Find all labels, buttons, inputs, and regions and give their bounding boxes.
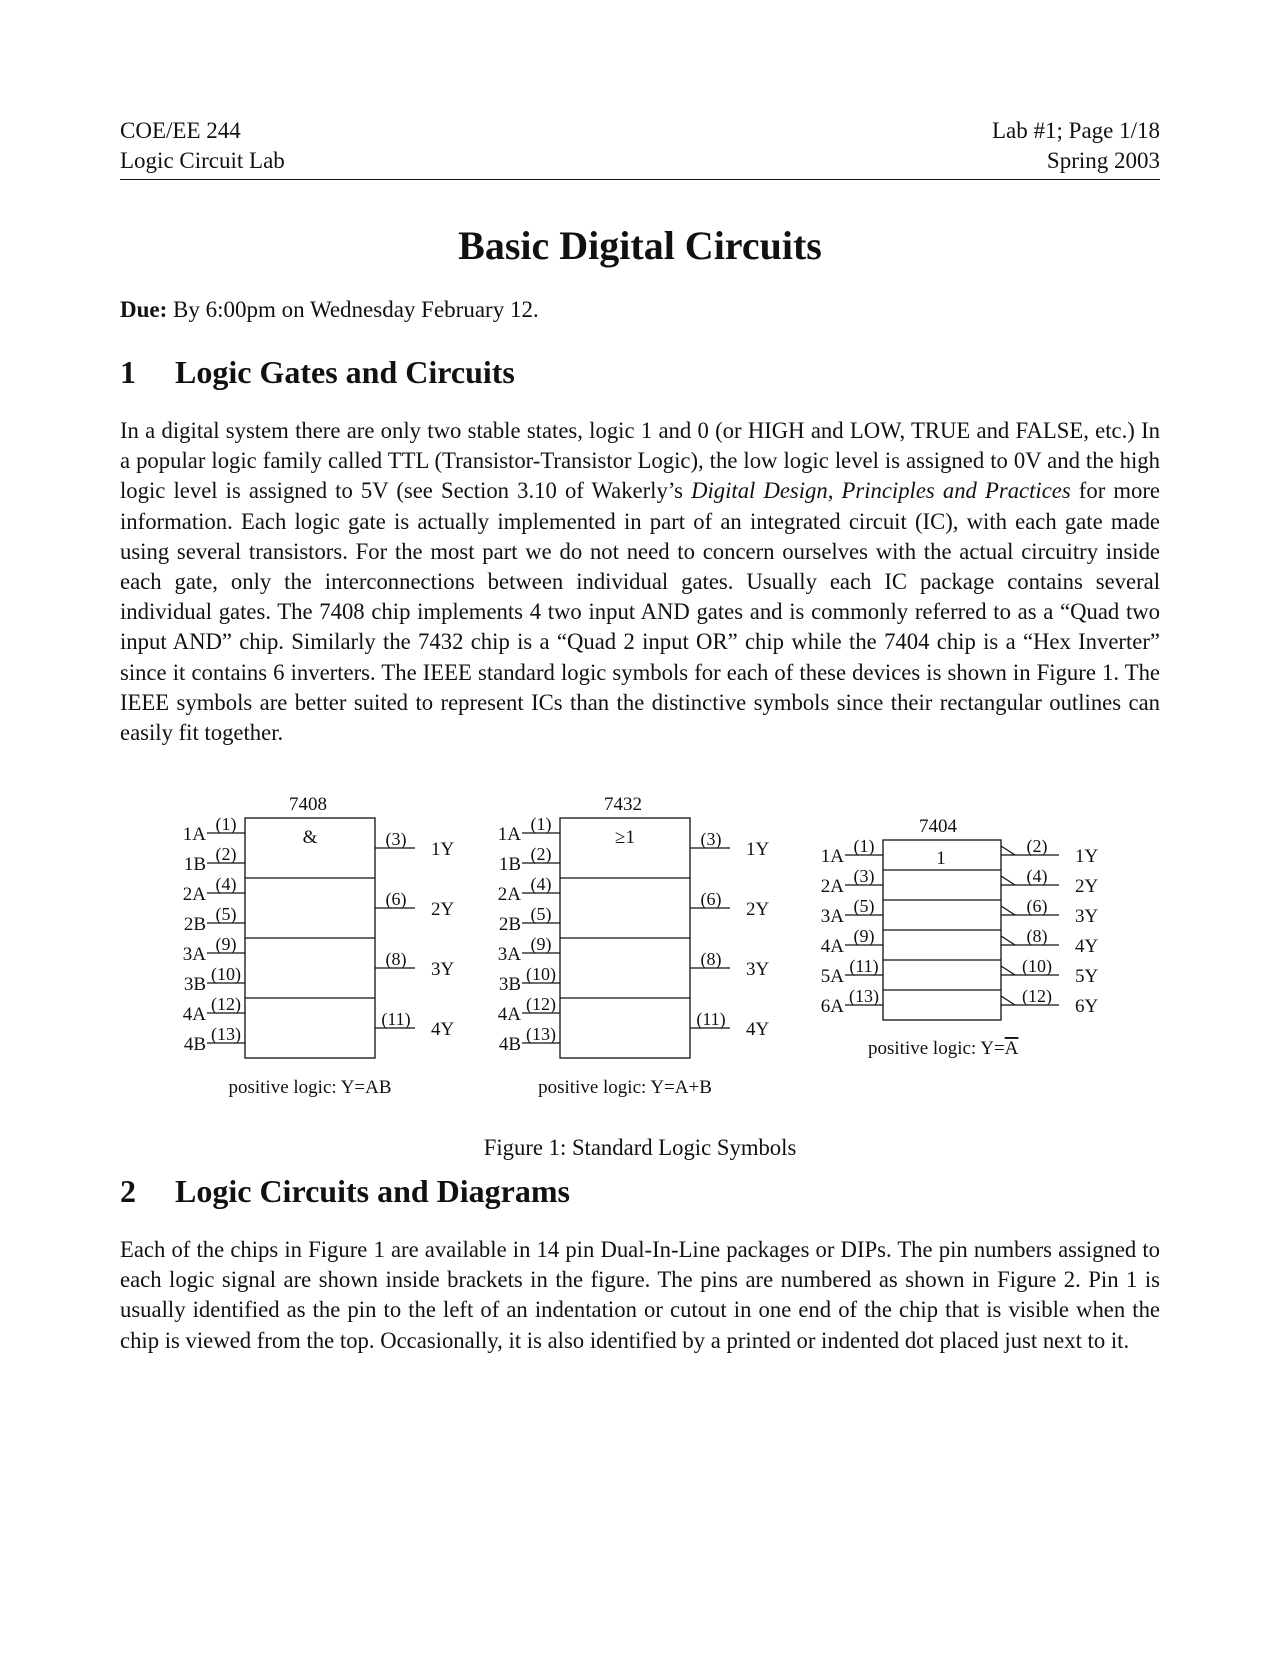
due-line (120, 297, 539, 323)
chip-7432-output-label: 3Y (746, 959, 770, 980)
chip-7404-input-label: 5A (820, 966, 844, 987)
chip-7404-inversion-triangle (1001, 906, 1015, 915)
chip-7432-input-pin: (2) (530, 844, 552, 864)
chip-7408-input-label: 1B (183, 854, 206, 875)
chip-7404-inversion-triangle (1001, 966, 1015, 975)
course-code: COE/EE 244 (120, 118, 241, 143)
chip-7432-input-pin: (13) (526, 1024, 556, 1044)
section-2-text: Each of the chips in Figure 1 are available in 14 pin Dual-In-Line packages or DIPs. The pin numbers assigned to each logic signal are shown inside brackets in the figure. The pins are numbered as shown in Figure 2. Pin 1 is usually identified as the pin to the left of an indentation or cutout in one end of the chip that is visible when the chip is viewed from the top. Occasionally, it is also identified by a printed or indented dot placed just next to it. (120, 1237, 1160, 1353)
chip-7408-output-pin: (11) (381, 1009, 411, 1029)
chip-7404-input-pin: (9) (853, 926, 875, 946)
chip-7432-input-label: 1A (497, 824, 521, 845)
chip-7404-input-pin: (11) (849, 956, 879, 976)
chip-7408-input-pin: (12) (211, 994, 241, 1014)
chip-7408-input-pin: (13) (211, 1024, 241, 1044)
section-1-number: 1 (120, 354, 136, 390)
chip-7404-input-label: 4A (820, 936, 844, 957)
chip-7408-input-label: 4B (183, 1034, 206, 1055)
section-1-heading (120, 354, 515, 391)
chip-7404-inversion-triangle (1001, 936, 1015, 945)
chip-7432-input-pin: (4) (530, 874, 552, 894)
chip-7404-output-label: 5Y (1075, 966, 1099, 987)
chip-7408-output-label: 2Y (431, 899, 455, 920)
chip-7404-inversion-triangle (1001, 876, 1015, 885)
chip-7404-output-label: 1Y (1075, 846, 1099, 867)
chip-7408-output-pin: (6) (385, 889, 407, 909)
lab-page: Lab #1; Page 1/18 (992, 118, 1160, 143)
chip-7432-input-label: 3B (498, 974, 521, 995)
chip-7408-input-label: 3A (182, 944, 206, 965)
chip-7404-logic-prefix: positive logic: Y= (868, 1038, 1005, 1059)
chip-7404-name: 7404 (919, 816, 957, 837)
chip-7432-output-pin: (8) (700, 949, 722, 969)
figure-1-caption: Figure 1: Standard Logic Symbols (483, 1135, 797, 1160)
section-2-title: Logic Circuits and Diagrams (175, 1173, 570, 1209)
term: Spring 2003 (1046, 148, 1160, 173)
chip-7432-logic-equation: positive logic: Y=A+B (538, 1077, 712, 1098)
section-2-paragraph (120, 1235, 1160, 1356)
chip-7408-output-pin: (3) (385, 829, 407, 849)
chip-7432-input-pin: (5) (530, 904, 552, 924)
chip-7432-output-pin: (6) (700, 889, 722, 909)
due-text: By 6:00pm on Wednesday February 12. (173, 297, 539, 322)
chip-7432-output-pin: (11) (696, 1009, 726, 1029)
chip-7404-input-label: 2A (820, 876, 844, 897)
chip-7432-output-pin: (3) (700, 829, 722, 849)
header-rule (120, 179, 1160, 180)
chip-7404-output-pin: (2) (1026, 836, 1048, 856)
chip-7404-output-pin: (8) (1026, 926, 1048, 946)
chip-7408-input-pin: (2) (215, 844, 237, 864)
section-1-title: Logic Gates and Circuits (175, 354, 515, 390)
section-2-heading (120, 1173, 570, 1210)
chip-7404-output-label: 3Y (1075, 906, 1099, 927)
chip-7408-output-pin: (8) (385, 949, 407, 969)
chip-7432-input-pin: (12) (526, 994, 556, 1014)
chip-7408-input-label: 4A (182, 1004, 206, 1025)
chip-7408-name: 7408 (289, 794, 327, 815)
chip-7404-output-pin: (6) (1026, 896, 1048, 916)
chip-7404-input-pin: (3) (853, 866, 875, 886)
chip-7408-function-symbol: & (302, 827, 318, 848)
chip-7404-logic-variable: A (1004, 1038, 1019, 1059)
chip-7408-input-pin: (5) (215, 904, 237, 924)
chip-7404-logic-equation (868, 1038, 1019, 1059)
paragraph-text-a: In a digital system there are only two stable states, logic 1 and 0 (or HIGH and LOW, TRUE and FALSE, etc.) In a popular logic family called TTL (Transistor-Transistor Logic), the low logic level is assigned to 0V and the high logic level is assigned to 5V (see Section 3.10 of Wakerly’s (120, 418, 1160, 504)
section-1-paragraph (120, 416, 1160, 748)
chip-7432-input-label: 4A (497, 1004, 521, 1025)
chip-7408-input-label: 1A (182, 824, 206, 845)
chip-7432-name: 7432 (604, 794, 642, 815)
chip-7408-input-pin: (10) (211, 964, 241, 984)
chip-7404-output-pin: (12) (1022, 986, 1052, 1006)
chip-7404-input-label: 3A (820, 906, 844, 927)
chip-7404-output-label: 2Y (1075, 876, 1099, 897)
chip-7432-output-label: 1Y (746, 839, 770, 860)
chip-7408-output-label: 4Y (431, 1019, 455, 1040)
chip-7432-input-label: 1B (498, 854, 521, 875)
chip-7404-input-pin: (1) (853, 836, 875, 856)
chip-7432-input-pin: (1) (530, 814, 552, 834)
chip-7432-input-label: 2B (498, 914, 521, 935)
chip-7404-input-label: 1A (820, 846, 844, 867)
chip-7404-function-symbol: 1 (936, 848, 946, 869)
chip-7408-logic-equation: positive logic: Y=AB (228, 1077, 392, 1098)
chip-7408-input-pin: (9) (215, 934, 237, 954)
figure-1 (0, 790, 1280, 1110)
chip-7408-input-pin: (4) (215, 874, 237, 894)
course-name: Logic Circuit Lab (120, 148, 285, 173)
book-reference: Digital Design, Principles and Practices (691, 478, 1071, 504)
section-2-number: 2 (120, 1173, 136, 1209)
chip-7404-output-pin: (4) (1026, 866, 1048, 886)
chip-7432-output-label: 4Y (746, 1019, 770, 1040)
chip-7432-output-label: 2Y (746, 899, 770, 920)
chip-7404-input-pin: (13) (849, 986, 879, 1006)
page-title: Basic Digital Circuits (458, 223, 822, 268)
chip-7408-output-label: 3Y (431, 959, 455, 980)
chip-7404-inversion-triangle (1001, 846, 1015, 855)
chip-7408-input-label: 2A (182, 884, 206, 905)
chip-7404-inversion-triangle (1001, 996, 1015, 1005)
due-label: Due: (120, 297, 168, 322)
chip-7404-output-pin: (10) (1022, 956, 1052, 976)
chip-7404-output-label: 4Y (1075, 936, 1099, 957)
chip-7408-output-label: 1Y (431, 839, 455, 860)
paragraph-text-b: for more information. Each logic gate is actually implemented in part of an integrated circuit (IC), with each gate made using several transistors. For the most part we do not need to concern ourselves with the actual circuitry inside each gate, only the interconnections between individual gates. Usually each IC package contains several individual gates. The 7408 chip implements 4 two input AND gates and is commonly referred to as a “Quad two input AND” chip. Similarly the 7432 chip is a “Quad 2 input OR” chip while the 7404 chip is a “Hex Inverter” since it contains 6 inverters. The IEEE standard logic symbols for each of these devices is shown in Figure 1. The IEEE symbols are better suited to represent ICs than the distinctive symbols since their rectangular outlines can easily fit together. (120, 478, 1160, 746)
chip-7404-input-pin: (5) (853, 896, 875, 916)
chip-7408-input-pin: (1) (215, 814, 237, 834)
chip-7432-function-symbol: ≥1 (615, 827, 635, 848)
chip-7404-input-label: 6A (820, 996, 844, 1017)
chip-7432-input-pin: (9) (530, 934, 552, 954)
chip-7432-input-label: 3A (497, 944, 521, 965)
logic-symbols-diagram (0, 790, 1280, 1110)
chip-7432-input-pin: (10) (526, 964, 556, 984)
chip-7408-input-label: 3B (183, 974, 206, 995)
chip-7432-input-label: 4B (498, 1034, 521, 1055)
chip-7404-output-label: 6Y (1075, 996, 1099, 1017)
chip-7432-input-label: 2A (497, 884, 521, 905)
chip-7408-input-label: 2B (183, 914, 206, 935)
